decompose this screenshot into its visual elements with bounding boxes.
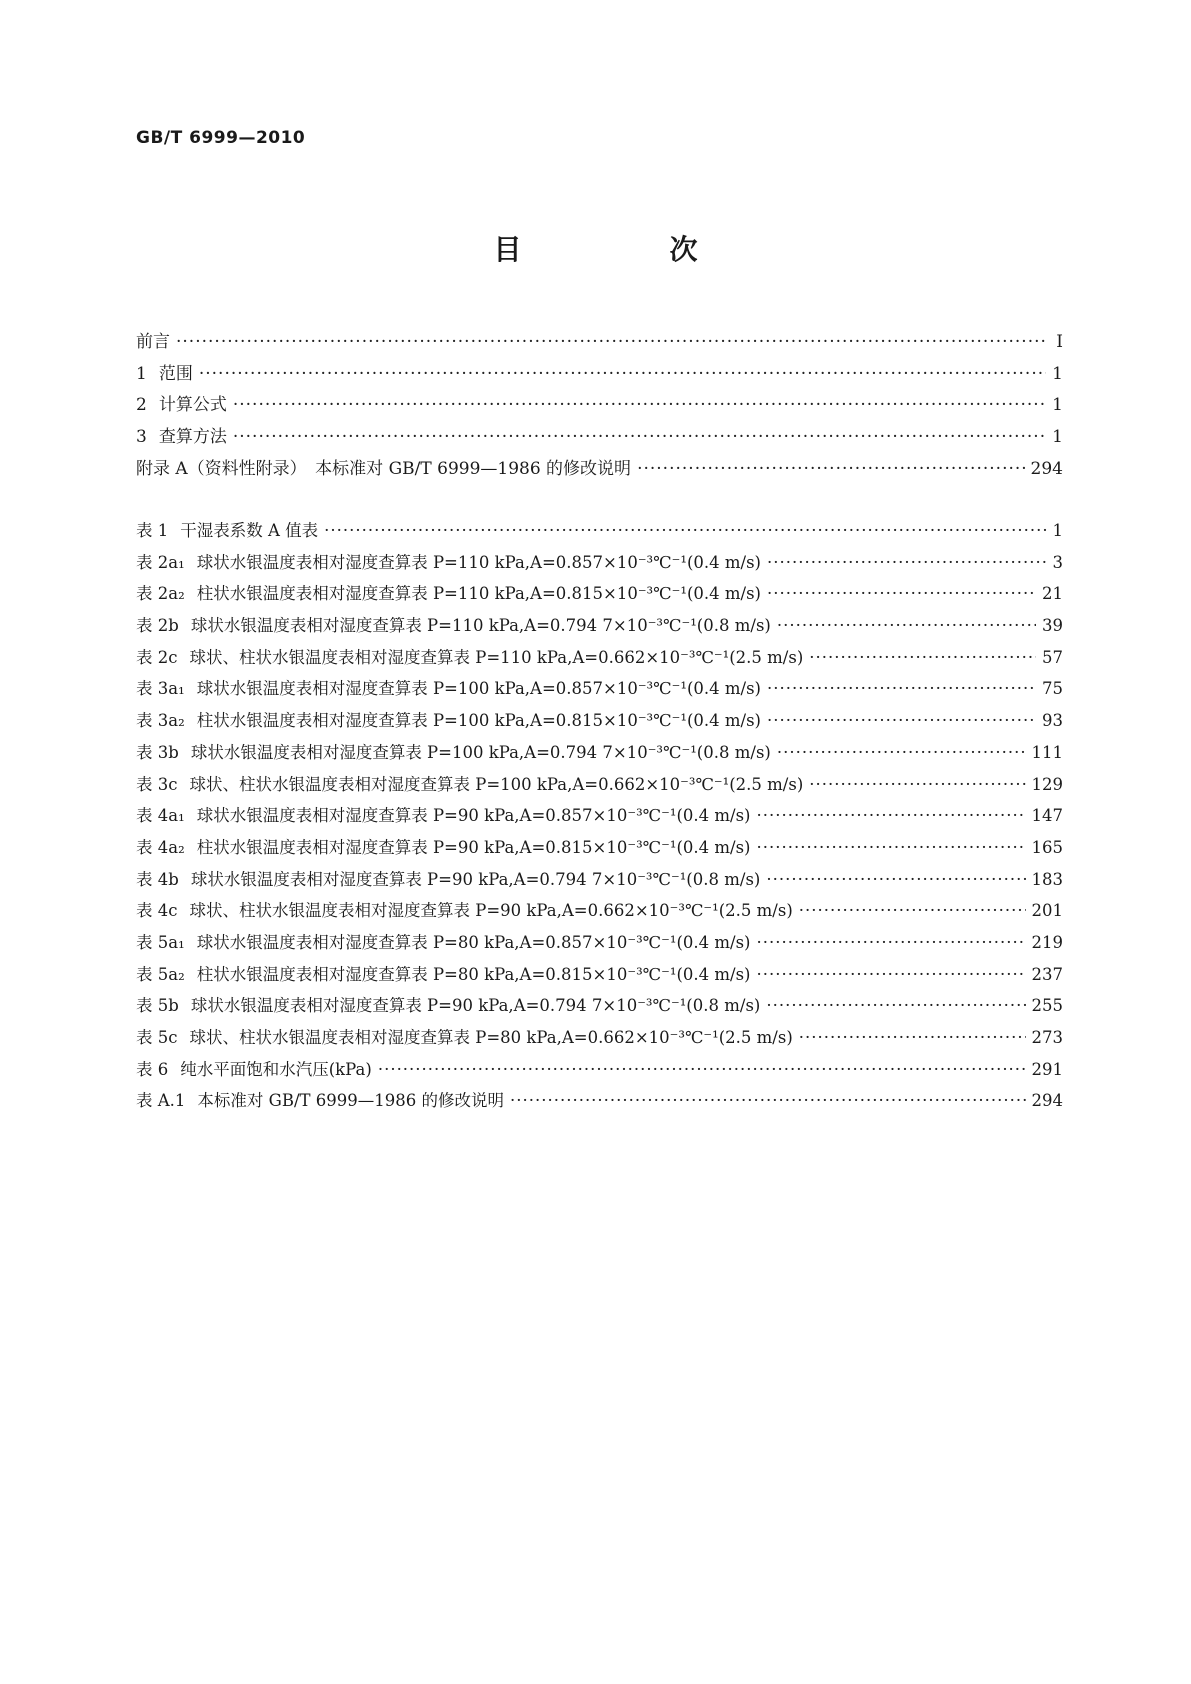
toc-entry-title: 球状水银温度表相对湿度查算表 P=90 kPa,A=0.794 7×10⁻³℃⁻¹(0.8 m/s): [190, 996, 761, 1016]
toc-entry-page: 165: [1031, 837, 1063, 857]
toc-entry-number: 表 6: [136, 1059, 169, 1079]
toc-entry-page: 1: [1052, 395, 1063, 416]
toc-entry-page: 147: [1031, 806, 1063, 826]
toc-entry-number: 表 3b: [136, 742, 179, 762]
toc-entry-number: 3: [136, 427, 147, 448]
toc-entry[interactable]: [136, 1054, 1063, 1086]
toc-entry[interactable]: [136, 327, 1063, 359]
toc-leader-dots: [510, 1085, 1026, 1117]
toc-entry-number: 表 4a₂: [136, 837, 185, 857]
toc-entry[interactable]: [136, 737, 1063, 769]
toc-leader-dots: [637, 454, 1024, 486]
toc-leader-dots: [799, 1022, 1026, 1054]
toc-entry[interactable]: [136, 547, 1063, 579]
toc-entry-page: 201: [1031, 901, 1063, 921]
toc-leader-dots: [767, 705, 1036, 737]
toc-entry-title: 柱状水银温度表相对湿度查算表 P=90 kPa,A=0.815×10⁻³℃⁻¹(0.4 m/s): [196, 837, 751, 857]
toc-entry[interactable]: [136, 673, 1063, 705]
toc-entry-page: 57: [1042, 647, 1063, 667]
toc-entry-title: 附录 A（资料性附录） 本标准对 GB/T 6999—1986 的修改说明: [136, 458, 632, 479]
toc-entry-page: 111: [1031, 742, 1063, 762]
toc-entry[interactable]: [136, 578, 1063, 610]
toc-entry-title: 本标准对 GB/T 6999—1986 的修改说明: [197, 1091, 504, 1111]
toc-leader-dots: [767, 547, 1047, 579]
toc-entry[interactable]: [136, 705, 1063, 737]
toc-entry[interactable]: [136, 927, 1063, 959]
toc-entry-page: 129: [1031, 774, 1063, 794]
toc-title: 目 次: [493, 233, 758, 266]
toc-entry-number: 表 4c: [136, 901, 178, 921]
toc-leader-dots: [378, 1054, 1026, 1086]
toc-entry[interactable]: [136, 864, 1063, 896]
toc-entry-title: 球状水银温度表相对湿度查算表 P=100 kPa,A=0.857×10⁻³℃⁻¹(0.4 m/s): [196, 679, 761, 699]
toc-leader-dots: [777, 737, 1026, 769]
toc-entry-number: 表 2c: [136, 647, 178, 667]
toc-entry-title: 查算方法: [158, 427, 227, 448]
toc-leader-dots: [324, 515, 1046, 547]
toc-entry-number: 表 5b: [136, 996, 179, 1016]
toc-entry-page: 21: [1042, 584, 1063, 604]
toc-entry-number: 表 3c: [136, 774, 178, 794]
toc-entry-title: 计算公式: [158, 395, 227, 416]
toc-entry-page: 3: [1052, 552, 1063, 572]
toc-leader-dots: [233, 390, 1046, 422]
toc-leader-dots: [176, 327, 1047, 359]
toc-entry[interactable]: [136, 610, 1063, 642]
toc-leader-dots: [757, 927, 1026, 959]
toc-entry-page: 183: [1031, 869, 1063, 889]
toc-entry-title: 柱状水银温度表相对湿度查算表 P=100 kPa,A=0.815×10⁻³℃⁻¹(0.4 m/s): [196, 711, 761, 731]
toc-entry[interactable]: [136, 454, 1063, 486]
toc-entry-title: 球状水银温度表相对湿度查算表 P=90 kPa,A=0.857×10⁻³℃⁻¹(0.4 m/s): [196, 806, 751, 826]
toc-entry-number: 表 2a₁: [136, 552, 185, 572]
toc-entry-number: 表 3a₂: [136, 711, 185, 731]
toc-entry[interactable]: [136, 990, 1063, 1022]
toc-entry-title: 柱状水银温度表相对湿度查算表 P=110 kPa,A=0.815×10⁻³℃⁻¹(0.4 m/s): [196, 584, 761, 604]
toc-entry-number: 2: [136, 395, 147, 416]
toc-entry-page: Ⅰ: [1056, 332, 1063, 352]
toc-entry-page: 237: [1031, 964, 1063, 984]
toc-entry-title: 球状、柱状水银温度表相对湿度查算表 P=100 kPa,A=0.662×10⁻³℃⁻¹(2.5 m/s): [189, 774, 804, 794]
toc-entry-number: 表 4a₁: [136, 806, 185, 826]
toc-leader-dots: [809, 642, 1036, 674]
toc-entry-number: 表 A.1: [136, 1091, 186, 1111]
toc-entry-title: 柱状水银温度表相对湿度查算表 P=80 kPa,A=0.815×10⁻³℃⁻¹(0.4 m/s): [196, 964, 751, 984]
toc-entry-number: 表 1: [136, 521, 169, 540]
toc-entry[interactable]: [136, 642, 1063, 674]
toc-entry[interactable]: [136, 1022, 1063, 1054]
toc-entry-title: 球状、柱状水银温度表相对湿度查算表 P=90 kPa,A=0.662×10⁻³℃⁻¹(2.5 m/s): [189, 901, 793, 921]
toc-entry-page: 1: [1052, 521, 1063, 540]
toc-entry-title: 球状水银温度表相对湿度查算表 P=110 kPa,A=0.857×10⁻³℃⁻¹(0.4 m/s): [196, 552, 761, 572]
toc-entry-title: 球状、柱状水银温度表相对湿度查算表 P=80 kPa,A=0.662×10⁻³℃⁻¹(2.5 m/s): [189, 1028, 793, 1047]
toc-entry-number: 表 5a₁: [136, 932, 185, 952]
toc-leader-dots: [799, 895, 1026, 927]
toc-leader-dots: [767, 578, 1036, 610]
toc-entry[interactable]: [136, 895, 1063, 927]
toc-entry-title: 球状水银温度表相对湿度查算表 P=110 kPa,A=0.794 7×10⁻³℃⁻¹(0.8 m/s): [190, 616, 771, 636]
toc-entry-title: 球状、柱状水银温度表相对湿度查算表 P=110 kPa,A=0.662×10⁻³℃⁻¹(2.5 m/s): [189, 647, 804, 667]
toc-entry-number: 表 2a₂: [136, 584, 185, 604]
toc-entry-title: 范围: [158, 363, 193, 384]
toc-sections-list: [136, 327, 1063, 485]
toc-entry[interactable]: [136, 769, 1063, 801]
toc-entry-page: 1: [1052, 363, 1063, 384]
toc-leader-dots: [809, 769, 1025, 801]
toc-entry[interactable]: [136, 800, 1063, 832]
toc-leader-dots: [757, 800, 1026, 832]
toc-entry-page: 1: [1052, 427, 1063, 448]
toc-entry-page: 294: [1031, 1091, 1063, 1111]
toc-leader-dots: [757, 832, 1026, 864]
toc-leader-dots: [757, 959, 1026, 991]
toc-entry-title: 球状水银温度表相对湿度查算表 P=100 kPa,A=0.794 7×10⁻³℃⁻¹(0.8 m/s): [190, 742, 771, 762]
toc-entry-page: 255: [1031, 996, 1063, 1016]
toc-entry[interactable]: [136, 359, 1063, 391]
toc-leader-dots: [767, 673, 1036, 705]
toc-leader-dots: [777, 610, 1036, 642]
toc-leader-dots: [199, 359, 1046, 391]
toc-entry-page: 294: [1030, 458, 1063, 479]
toc-entry[interactable]: [136, 959, 1063, 991]
toc-entry-title: 前言: [136, 332, 170, 352]
toc-entry-number: 表 3a₁: [136, 679, 185, 699]
toc-entry-title: 纯水平面饱和水汽压(kPa): [180, 1059, 372, 1079]
toc-entry[interactable]: [136, 422, 1063, 454]
toc-entry-title: 干湿表系数 A 值表: [180, 521, 319, 540]
toc-entry-number: 1: [136, 363, 147, 384]
toc-entry-page: 75: [1042, 679, 1063, 699]
toc-leader-dots: [233, 422, 1046, 454]
toc-entry-title: 球状水银温度表相对湿度查算表 P=90 kPa,A=0.794 7×10⁻³℃⁻¹(0.8 m/s): [190, 869, 761, 889]
toc-entry-page: 93: [1042, 711, 1063, 731]
toc-entry-number: 表 5c: [136, 1028, 178, 1047]
toc-entry[interactable]: [136, 390, 1063, 422]
toc-entry-page: 273: [1031, 1028, 1063, 1047]
toc-tables-list: [136, 515, 1063, 1117]
toc-entry-page: 39: [1042, 616, 1063, 636]
standard-code: GB/T 6999—2010: [136, 128, 306, 148]
toc-entry[interactable]: [136, 515, 1063, 547]
toc-entry-title: 球状水银温度表相对湿度查算表 P=80 kPa,A=0.857×10⁻³℃⁻¹(0.4 m/s): [196, 932, 751, 952]
toc-entry-page: 291: [1031, 1059, 1063, 1079]
toc-leader-dots: [766, 864, 1025, 896]
toc-entry-number: 表 4b: [136, 869, 179, 889]
toc-entry-page: 219: [1031, 932, 1063, 952]
toc-entry-number: 表 2b: [136, 616, 179, 636]
toc-leader-dots: [766, 990, 1025, 1022]
toc-entry-number: 表 5a₂: [136, 964, 185, 984]
toc-entry[interactable]: [136, 832, 1063, 864]
toc-entry[interactable]: [136, 1085, 1063, 1117]
